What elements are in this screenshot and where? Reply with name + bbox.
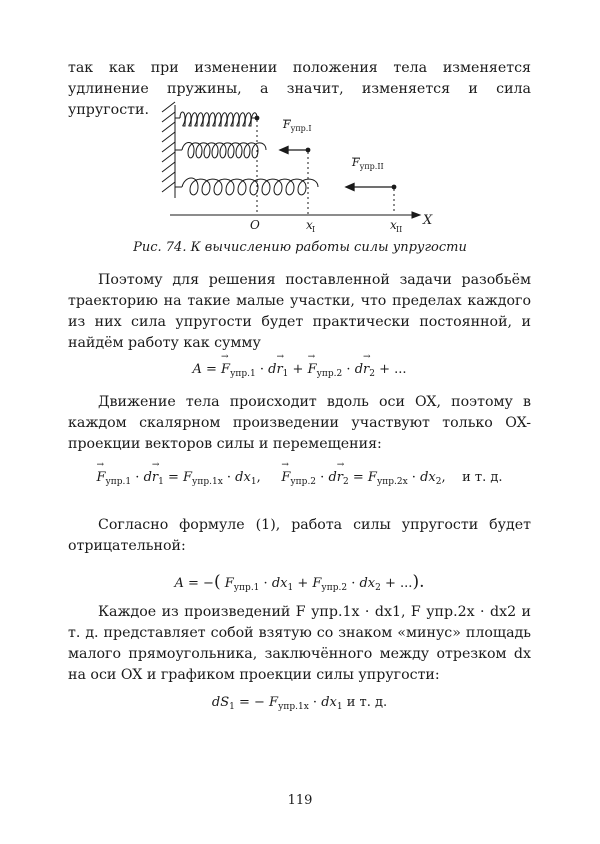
- paragraph-3: Согласно формуле (1), работа силы упругости будет отрицательной:: [68, 517, 531, 554]
- spring-top: [175, 112, 257, 126]
- spring-figure: [150, 100, 450, 235]
- formula-work-sum: A = → $F_{упр.1} \cdot d\to r_1$ + → $F_{упр.2} \cdot d\to r_2$ + ...: [68, 362, 531, 379]
- svg-text:I: I: [312, 225, 316, 234]
- paragraph-1: Поэтому для решения поставленной задачи разобьём траекторию на такие малые участки, что пределах каждого из них сила упругости будет практически постоянной, и найдём работу как сумму: [68, 272, 531, 351]
- paragraph-2: Движение тела происходит вдоль оси OX, поэтому в каждом скалярном произведении участвуют только OX-проекции векторов силы и перемещения:: [68, 394, 531, 452]
- formula-negative-work: A = −( $F_{упр.1} \cdot dx_1 + F_{упр.2} \cdot dx_2$ + ...).: [174, 572, 425, 593]
- svg-text:X: X: [423, 213, 433, 228]
- wall: [162, 102, 175, 198]
- x-axis: [170, 212, 420, 218]
- page-number: 119: [287, 793, 313, 808]
- formula-projections: → $F_{упр.1} \cdot d\to r_1 = F_{упр.1x} \cdot dx_1$, → $F_{упр.2} \cdot d\to r_2 = F_{упр.2x} \cdot dx_2$, и т. д.: [68, 470, 531, 487]
- figure-labels: [250, 118, 433, 234]
- svg-text:Fупр.II: $F_{упр.II}$: [352, 156, 384, 171]
- svg-text:Fупр.I: $F_{упр.I}$: [283, 118, 312, 133]
- svg-text:x: x: [306, 218, 313, 232]
- svg-text:II: II: [396, 225, 403, 234]
- figure-caption: Рис. 74. К вычислению работы силы упругости: [133, 240, 467, 255]
- svg-text:O: O: [250, 218, 260, 232]
- formula-area: $dS_1$ = − $F_{упр.1x} \cdot dx_1$ и т. д.: [211, 695, 388, 712]
- svg-text:x: x: [390, 218, 397, 232]
- bodies: [255, 116, 397, 190]
- paragraph-4: Каждое из произведений F упр.1x · dx1, F упр.2x · dx2 и т. д. представляет собой взятую со знаком «минус» площадь малого прямоугольника, заключённого между отрезком dx на оси OX и графиком проекции силы упругости:: [68, 604, 531, 683]
- paragraph-intro: так как при изменении положения тела изменяется удлинение пружины, а значит, изменяется и сила упругости.: [68, 60, 531, 118]
